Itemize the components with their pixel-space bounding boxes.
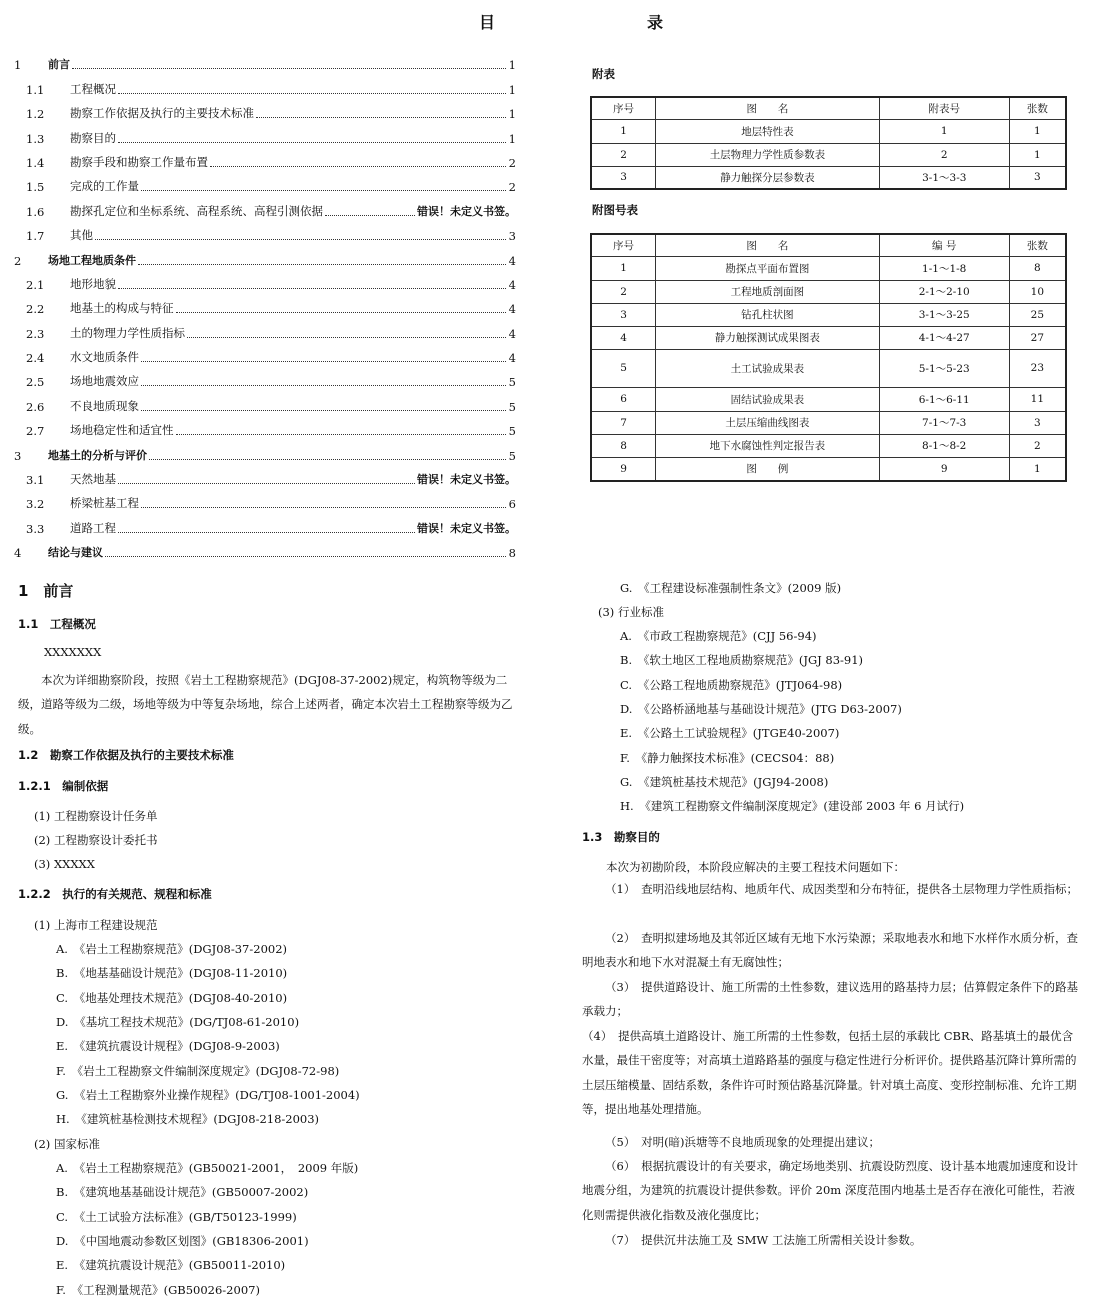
toc-entry-page: 4 xyxy=(508,351,516,366)
table-cell: 地下水腐蚀性判定报告表 xyxy=(656,434,880,457)
toc-entry-page: 4 xyxy=(508,253,516,268)
table-of-contents xyxy=(14,48,516,560)
purpose-item-7: （7） 提供沉井法施工及 SMW 工法施工所需相关设计参数。 xyxy=(605,1233,922,1247)
toc-entry-title: 天然地基 xyxy=(70,472,116,487)
toc-dot-leader xyxy=(256,116,506,118)
toc-entry-title: 场地工程地质条件 xyxy=(48,253,136,267)
toc-entry xyxy=(14,511,516,535)
toc-dot-leader xyxy=(325,214,415,216)
toc-entry xyxy=(14,121,516,145)
purpose-item-2: （2） 查明拟建场地及其邻近区域有无地下水污染源；采取地表水和地下水样作水质分析，查明地表水和地下水对混凝土有无腐蚀性； xyxy=(582,931,1079,970)
toc-entry-title: 其他 xyxy=(70,228,93,243)
toc-entry-number: 2.3 xyxy=(26,326,45,341)
toc-dot-leader xyxy=(72,67,506,69)
toc-dot-leader xyxy=(95,238,506,240)
purpose-item-5: （5） 对明(暗)浜塘等不良地质现象的处理提出建议； xyxy=(605,1135,881,1149)
toc-entry xyxy=(14,194,516,218)
table-cell: 25 xyxy=(1009,303,1066,326)
table-cell: 图 例 xyxy=(656,457,880,481)
standard-item: C. 《地基处理技术规范》(DGJ08-40-2010) xyxy=(56,990,288,1005)
toc-dot-leader xyxy=(118,287,506,289)
toc-entry xyxy=(14,438,516,462)
toc-entry-page: 5 xyxy=(508,399,516,414)
toc-entry-number: 3 xyxy=(14,448,22,463)
toc-entry-title: 场地稳定性和适宜性 xyxy=(70,423,174,438)
toc-dot-leader xyxy=(176,433,507,435)
toc-entry-number: 2.6 xyxy=(26,399,45,414)
table-cell: 1 xyxy=(879,119,1009,143)
national-standards-title: (2) 国家标准 xyxy=(34,1137,100,1151)
toc-entry-title: 完成的工作量 xyxy=(70,179,139,194)
table-header-cell: 附表号 xyxy=(879,97,1009,119)
toc-dot-leader xyxy=(118,482,415,484)
toc-dot-leader xyxy=(118,92,506,94)
standard-item: G. 《建筑桩基技术规范》(JGJ94-2008) xyxy=(620,774,829,789)
table-cell: 3 xyxy=(591,303,656,326)
toc-entry-title: 结论与建议 xyxy=(48,546,103,560)
toc-entry-number: 1.4 xyxy=(26,155,45,170)
table-cell: 10 xyxy=(1009,280,1066,303)
toc-entry-title: 地形地貌 xyxy=(70,276,116,291)
table-cell: 1 xyxy=(591,119,656,143)
toc-entry-page: 4 xyxy=(508,302,516,317)
table-cell: 2-1～2-10 xyxy=(879,280,1009,303)
table-row xyxy=(591,411,1066,434)
table-cell: 静力触探测试成果图表 xyxy=(656,326,880,349)
table-row xyxy=(591,349,1066,387)
table-row xyxy=(591,303,1066,326)
table-cell: 工程地质剖面图 xyxy=(656,280,880,303)
table-header-cell: 张数 xyxy=(1009,234,1066,256)
standard-item: F. 《岩土工程勘察文件编制深度规定》(DGJ08-72-98) xyxy=(56,1063,340,1078)
section-1-3-heading: 1.3 勘察目的 xyxy=(582,830,660,844)
table-header-cell: 图 名 xyxy=(656,234,880,256)
standard-item: G. 《岩土工程勘察外业操作规程》(DG/TJ08-1001-2004) xyxy=(56,1087,360,1102)
toc-entry-number: 3.1 xyxy=(26,473,45,488)
standard-item: A. 《市政工程勘察规范》(CJJ 56-94) xyxy=(620,629,817,643)
table-header-cell: 编 号 xyxy=(879,234,1009,256)
table-cell: 3 xyxy=(1009,411,1066,434)
table-cell: 9 xyxy=(591,457,656,481)
table-header-cell: 图 名 xyxy=(656,97,880,119)
toc-entry-number: 2.4 xyxy=(26,351,45,366)
toc-entry-page: 1 xyxy=(508,131,516,146)
toc-entry-number: 1.1 xyxy=(26,82,45,97)
table-cell: 3-1～3-25 xyxy=(879,303,1009,326)
figure-table xyxy=(590,233,1067,482)
toc-entry xyxy=(14,243,516,267)
toc-entry-title: 不良地质现象 xyxy=(70,398,139,413)
purpose-item-6: （6） 根据抗震设计的有关要求，确定场地类别、抗震设防烈度、设计基本地震加速度和设计地震分组，为建筑的抗震设计提供参数。评价 20m 深度范围内地基土是否存在液化可能性，若液化则需提供液化指数及液化强度比； xyxy=(582,1159,1079,1222)
toc-dot-leader xyxy=(176,311,507,313)
purpose-item-4: （4） 提供高填土道路设计、施工所需的土性参数，包括土层的承载比 CBR、路基填土的最优含水量，最佳干密度等；对高填土道路路基的强度与稳定性进行分析评价。提供路基沉降计算所需的土层压缩模量、固结系数，条件许可时预估路基沉降量。针对填土高度、变形控制标准、允许工期等，提出地基处理措施。 xyxy=(582,1029,1077,1117)
standard-item: A. 《岩土工程勘察规范》(GB50021-2001， 2009 年版) xyxy=(56,1161,359,1175)
toc-entry-number: 2.1 xyxy=(26,277,45,292)
table-cell: 土层物理力学性质参数表 xyxy=(656,143,880,166)
basis-item: (3) XXXXX xyxy=(34,856,95,871)
table-cell: 2 xyxy=(1009,434,1066,457)
basis-item: (1) 工程勘察设计任务单 xyxy=(34,809,158,823)
toc-entry-number: 2.2 xyxy=(26,302,45,317)
table-cell: 2 xyxy=(879,143,1009,166)
toc-entry-page: 错误！未定义书签。 xyxy=(417,473,516,487)
toc-entry xyxy=(14,487,516,511)
purpose-item-3: （3） 提供道路设计、施工所需的土性参数，建议选用的路基持力层；估算假定条件下的路基承载力； xyxy=(582,980,1079,1019)
section-1-2-heading: 1.2 勘察工作依据及执行的主要技术标准 xyxy=(18,748,234,762)
purpose-item-1: （1） 查明沿线地层结构、地质年代、成因类型和分布特征，提供各土层物理力学性质指标； xyxy=(605,882,1079,896)
table-header-row xyxy=(591,234,1066,256)
section-1-1-heading: 1.1 工程概况 xyxy=(18,617,96,631)
toc-entry-number: 1.6 xyxy=(26,204,45,219)
toc-entry-title: 勘察工作依据及执行的主要技术标准 xyxy=(70,106,254,121)
table-row xyxy=(591,280,1066,303)
table-cell: 2 xyxy=(591,143,656,166)
toc-entry xyxy=(14,170,516,194)
toc-entry xyxy=(14,97,516,121)
toc-dot-leader xyxy=(118,141,506,143)
table-cell: 5 xyxy=(591,349,656,387)
figure-table-caption: 附图号表 xyxy=(592,203,638,217)
table-cell: 6 xyxy=(591,387,656,411)
toc-entry-page: 错误！未定义书签。 xyxy=(417,521,516,535)
toc-entry-number: 1.3 xyxy=(26,131,45,146)
table-cell: 地层特性表 xyxy=(656,119,880,143)
toc-entry-page: 4 xyxy=(508,326,516,341)
toc-entry-number: 3.3 xyxy=(26,521,45,536)
toc-entry-page: 5 xyxy=(508,424,516,439)
table-cell: 固结试验成果表 xyxy=(656,387,880,411)
toc-entry-title: 地基土的构成与特征 xyxy=(70,301,174,316)
toc-entry-title: 勘察手段和勘察工作量布置 xyxy=(70,154,208,169)
table-header-cell: 张数 xyxy=(1009,97,1066,119)
project-name: XXXXXXX xyxy=(44,645,102,659)
standard-item: E. 《公路土工试验规程》(JTGE40-2007) xyxy=(620,726,840,741)
toc-entry-page: 2 xyxy=(508,155,516,170)
table-header-cell: 序号 xyxy=(591,234,656,256)
toc-entry-title: 土的物理力学性质指标 xyxy=(70,325,185,340)
national-standard-g: G. 《工程建设标准强制性条文》(2009 版) xyxy=(620,581,842,595)
shanghai-standards-title: (1) 上海市工程建设规范 xyxy=(34,918,158,932)
toc-entry-page: 4 xyxy=(508,277,516,292)
toc-entry-title: 勘察目的 xyxy=(70,130,116,145)
standard-item: F. 《工程测量规范》(GB50026-2007) xyxy=(56,1282,260,1297)
table-row xyxy=(591,166,1066,189)
toc-entry xyxy=(14,414,516,438)
standard-item: H. 《建筑桩基检测技术规程》(DGJ08-218-2003) xyxy=(56,1112,320,1127)
table-cell: 8 xyxy=(591,434,656,457)
table-cell: 钻孔柱状图 xyxy=(656,303,880,326)
table-row xyxy=(591,326,1066,349)
toc-dot-leader xyxy=(187,336,506,338)
toc-entry-title: 桥梁桩基工程 xyxy=(70,496,139,511)
purpose-intro: 本次为初勘阶段，本阶段应解决的主要工程技术问题如下： xyxy=(606,860,905,874)
table-cell: 静力触探分层参数表 xyxy=(656,166,880,189)
section-1-2-1-heading: 1.2.1 编制依据 xyxy=(18,779,109,793)
toc-entry-title: 勘探孔定位和坐标系统、高程系统、高程引测依据 xyxy=(70,203,323,218)
standard-item: D. 《公路桥涵地基与基础设计规范》(JTG D63-2007) xyxy=(620,701,902,716)
table-cell: 土工试验成果表 xyxy=(656,349,880,387)
toc-dot-leader xyxy=(105,555,506,557)
table-cell: 8 xyxy=(1009,256,1066,280)
table-cell: 勘探点平面布置图 xyxy=(656,256,880,280)
table-row xyxy=(591,434,1066,457)
toc-entry xyxy=(14,536,516,560)
toc-entry-page: 1 xyxy=(508,82,516,97)
table-row xyxy=(591,143,1066,166)
toc-dot-leader xyxy=(141,506,506,508)
table-cell: 2 xyxy=(591,280,656,303)
appendix-table xyxy=(590,96,1067,190)
toc-entry-page: 3 xyxy=(508,229,516,244)
toc-entry-number: 1.5 xyxy=(26,180,45,195)
table-header-cell: 序号 xyxy=(591,97,656,119)
table-row xyxy=(591,256,1066,280)
table-cell: 23 xyxy=(1009,349,1066,387)
table-cell: 土层压缩曲线图表 xyxy=(656,411,880,434)
standard-item: E. 《建筑抗震设计规范》(GB50011-2010) xyxy=(56,1258,286,1273)
section-1-heading: 1 前言 xyxy=(18,582,74,600)
toc-entry-title: 前言 xyxy=(48,58,70,72)
table-cell: 1 xyxy=(591,256,656,280)
toc-entry-page: 5 xyxy=(508,375,516,390)
table-cell: 6-1～6-11 xyxy=(879,387,1009,411)
intro-paragraph: 本次为详细勘察阶段，按照《岩土工程勘察规范》(DGJ08-37-2002)规定，构筑物等级为二级，道路等级为二级，场地等级为中等复杂场地，综合上述两者，确定本次岩土工程勘察等级为乙级。 xyxy=(18,673,513,736)
toc-dot-leader xyxy=(141,189,506,191)
toc-entry-title: 道路工程 xyxy=(70,520,116,535)
page-title: 目 录 xyxy=(478,13,703,32)
table-cell: 3-1～3-3 xyxy=(879,166,1009,189)
toc-dot-leader xyxy=(149,458,506,460)
table-cell: 1-1～1-8 xyxy=(879,256,1009,280)
toc-entry-title: 工程概况 xyxy=(70,81,116,96)
standard-item: D. 《基坑工程技术规范》(DG/TJ08-61-2010) xyxy=(56,1014,300,1029)
toc-entry-number: 2.5 xyxy=(26,375,45,390)
toc-entry-page: 5 xyxy=(508,448,516,463)
toc-entry-number: 3.2 xyxy=(26,497,45,512)
toc-dot-leader xyxy=(141,409,506,411)
basis-item: (2) 工程勘察设计委托书 xyxy=(34,833,158,848)
toc-dot-leader xyxy=(141,360,506,362)
table-cell: 5-1～5-23 xyxy=(879,349,1009,387)
toc-entry-page: 错误！未定义书签。 xyxy=(417,204,516,218)
toc-entry-number: 1.2 xyxy=(26,107,45,122)
standard-item: D. 《中国地震动参数区划图》(GB18306-2001) xyxy=(56,1233,309,1248)
toc-dot-leader xyxy=(138,263,506,265)
table-cell: 1 xyxy=(1009,119,1066,143)
table-cell: 7 xyxy=(591,411,656,434)
toc-entry-page: 8 xyxy=(508,546,516,561)
toc-entry-page: 1 xyxy=(508,58,516,73)
toc-entry-title: 水文地质条件 xyxy=(70,350,139,365)
table-cell: 7-1～7-3 xyxy=(879,411,1009,434)
toc-entry xyxy=(14,72,516,96)
table-cell: 1 xyxy=(1009,457,1066,481)
table-cell: 27 xyxy=(1009,326,1066,349)
toc-entry xyxy=(14,292,516,316)
standard-item: H. 《建筑工程勘察文件编制深度规定》(建设部 2003 年 6 月试行) xyxy=(620,799,965,814)
industry-standards-title: (3) 行业标准 xyxy=(598,605,664,619)
toc-entry-title: 场地地震效应 xyxy=(70,374,139,389)
toc-entry xyxy=(14,48,516,72)
toc-entry xyxy=(14,389,516,413)
toc-entry-page: 6 xyxy=(508,497,516,512)
toc-dot-leader xyxy=(210,165,506,167)
toc-entry xyxy=(14,316,516,340)
standard-item: E. 《建筑抗震设计规程》(DGJ08-9-2003) xyxy=(56,1039,280,1054)
toc-entry xyxy=(14,341,516,365)
section-1-2-2-heading: 1.2.2 执行的有关规范、规程和标准 xyxy=(18,887,212,901)
table-cell: 3 xyxy=(1009,166,1066,189)
toc-entry xyxy=(14,219,516,243)
standard-item: B. 《建筑地基基础设计规范》(GB50007-2002) xyxy=(56,1185,309,1200)
toc-entry-number: 2 xyxy=(14,253,22,268)
table-header-row xyxy=(591,97,1066,119)
table-cell: 4 xyxy=(591,326,656,349)
toc-entry xyxy=(14,463,516,487)
toc-entry-number: 1 xyxy=(14,58,22,73)
toc-entry-number: 2.7 xyxy=(26,424,45,439)
standard-item: C. 《土工试验方法标准》(GB/T50123-1999) xyxy=(56,1209,297,1224)
standard-item: C. 《公路工程地质勘察规范》(JTJ064-98) xyxy=(620,677,843,692)
toc-dot-leader xyxy=(118,531,415,533)
table-cell: 4-1～4-27 xyxy=(879,326,1009,349)
toc-entry-page: 1 xyxy=(508,107,516,122)
appendix-table-caption: 附表 xyxy=(592,67,615,81)
standard-item: A. 《岩土工程勘察规范》(DGJ08-37-2002) xyxy=(56,942,288,956)
toc-dot-leader xyxy=(141,384,506,386)
toc-entry xyxy=(14,146,516,170)
toc-entry xyxy=(14,365,516,389)
toc-entry-title: 地基土的分析与评价 xyxy=(48,448,147,462)
table-cell: 8-1～8-2 xyxy=(879,434,1009,457)
table-row xyxy=(591,457,1066,481)
toc-entry-number: 1.7 xyxy=(26,229,45,244)
toc-entry-number: 4 xyxy=(14,546,22,561)
table-cell: 11 xyxy=(1009,387,1066,411)
table-cell: 1 xyxy=(1009,143,1066,166)
toc-entry-page: 2 xyxy=(508,180,516,195)
standard-item: B. 《地基基础设计规范》(DGJ08-11-2010) xyxy=(56,966,288,981)
table-row xyxy=(591,387,1066,411)
table-cell: 9 xyxy=(879,457,1009,481)
table-cell: 3 xyxy=(591,166,656,189)
standard-item: B. 《软土地区工程地质勘察规范》(JGJ 83-91) xyxy=(620,653,864,668)
toc-entry xyxy=(14,268,516,292)
table-row xyxy=(591,119,1066,143)
standard-item: F. 《静力触探技术标准》(CECS04：88) xyxy=(620,750,835,765)
